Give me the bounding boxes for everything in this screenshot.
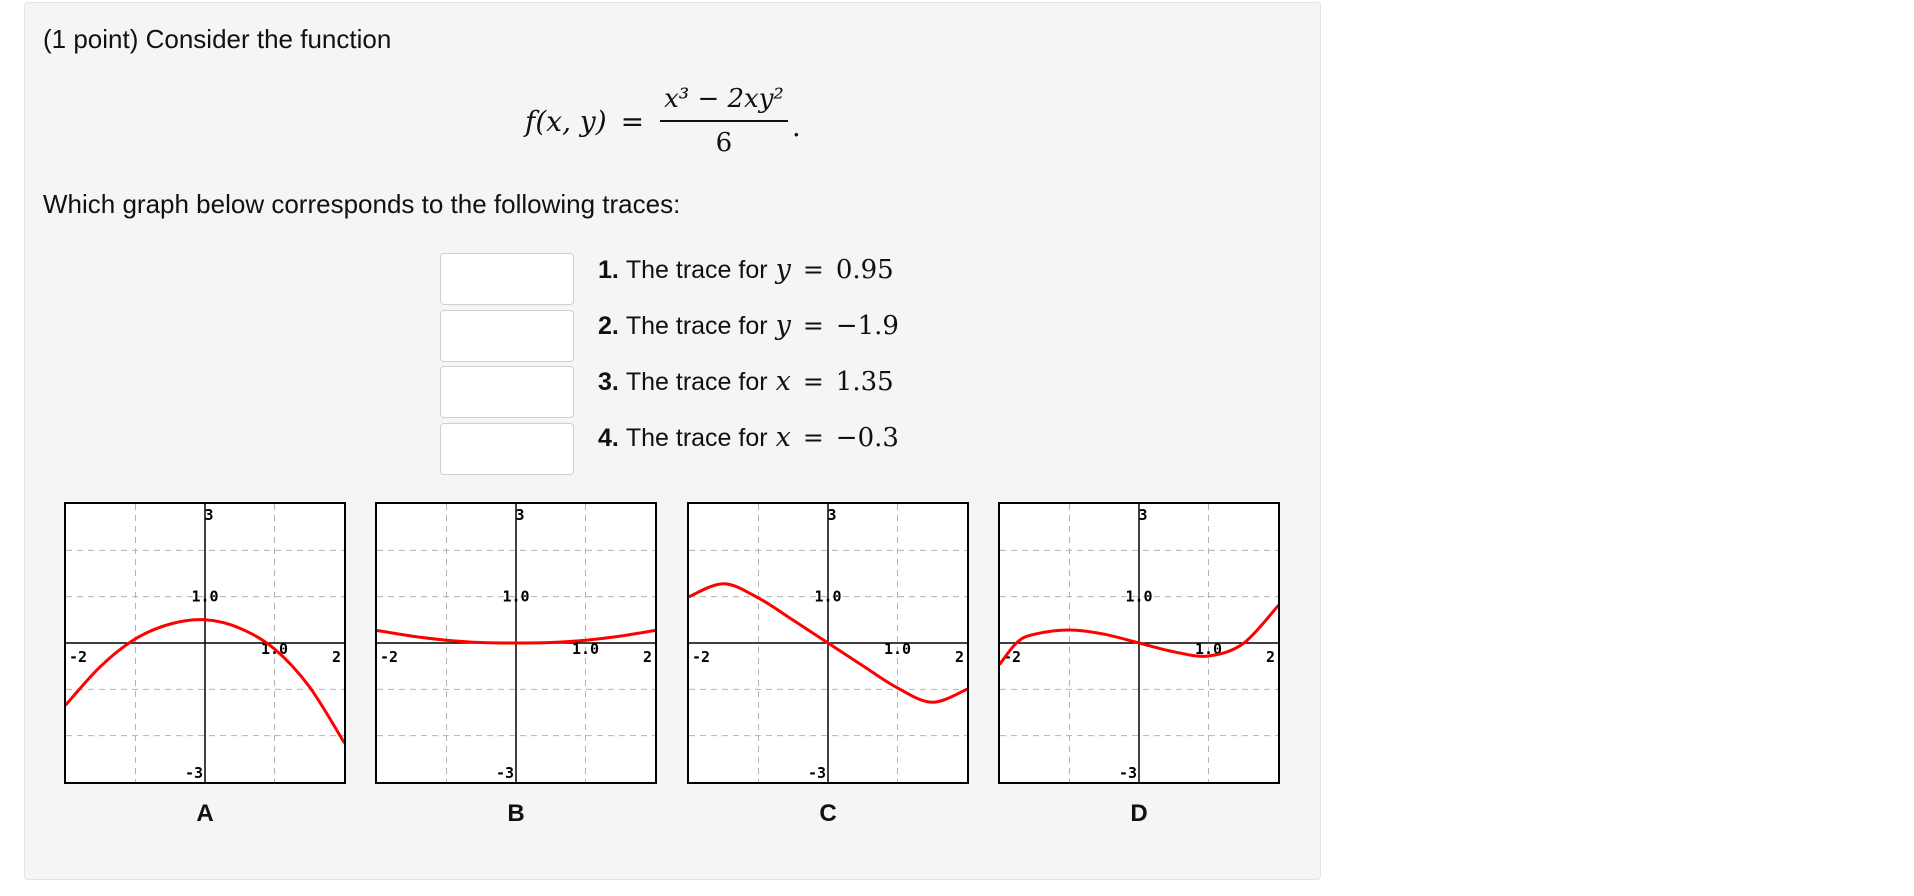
- graph-label-a: A: [196, 800, 214, 827]
- trace-text: The trace for: [625, 368, 768, 396]
- tick-label-y-max: 3: [515, 506, 525, 524]
- tick-label-x-max: 2: [954, 648, 964, 666]
- trace-value: 1.35: [835, 367, 894, 397]
- tick-label-y-min: -3: [807, 764, 826, 782]
- tick-label-x-min: -2: [1003, 648, 1022, 666]
- trace-variable: x: [775, 422, 791, 453]
- trace-equals: =: [802, 255, 824, 284]
- answer-input-1[interactable]: [440, 253, 574, 305]
- equals-sign: =: [620, 104, 645, 138]
- trace-item-1: [598, 254, 894, 285]
- trace-value: −0.3: [835, 423, 899, 453]
- graph-plot: [1000, 504, 1278, 782]
- fraction-denominator: 6: [715, 128, 733, 158]
- graph-b[interactable]: [375, 502, 657, 784]
- trace-variable: y: [775, 254, 791, 285]
- tick-label-y-min: -3: [184, 764, 203, 782]
- function-fraction: [660, 84, 788, 158]
- graph-label-d: D: [1130, 800, 1148, 827]
- graph-plot: [689, 504, 967, 782]
- function-lhs: f(x, y): [525, 104, 607, 138]
- tick-label-y-min: -3: [495, 764, 514, 782]
- tick-label-x-unit: 1.0: [571, 640, 600, 658]
- trace-number: 2.: [598, 312, 619, 340]
- problem-intro: (1 point) Consider the function: [43, 24, 392, 54]
- tick-label-x-max: 2: [1265, 648, 1275, 666]
- graph-a[interactable]: [64, 502, 346, 784]
- trace-text: The trace for: [625, 256, 768, 284]
- tick-label-x-max: 2: [331, 648, 341, 666]
- trace-value: 0.95: [835, 255, 894, 285]
- function-equation: [525, 76, 801, 166]
- trace-number: 1.: [598, 256, 619, 284]
- answer-input-3[interactable]: [440, 366, 574, 418]
- trace-equals: =: [802, 423, 824, 452]
- trace-number: 3.: [598, 368, 619, 396]
- tick-label-x-min: -2: [380, 648, 399, 666]
- tick-label-x-max: 2: [642, 648, 652, 666]
- trace-text: The trace for: [625, 312, 768, 340]
- graph-plot: [66, 504, 344, 782]
- tick-label-y-unit: 1.0: [1125, 587, 1153, 606]
- tick-label-y-unit: 1.0: [191, 587, 219, 606]
- tick-label-y-unit: 1.0: [814, 587, 842, 606]
- tick-label-x-unit: 1.0: [260, 640, 289, 658]
- trace-equals: =: [802, 311, 824, 340]
- tick-label-x-min: -2: [692, 648, 711, 666]
- graph-label-c: C: [819, 800, 837, 827]
- question-text: Which graph below corresponds to the following traces:: [43, 189, 681, 219]
- graph-label-b: B: [507, 800, 525, 827]
- trace-variable: y: [775, 310, 791, 341]
- tick-label-y-min: -3: [1118, 764, 1137, 782]
- graph-c[interactable]: [687, 502, 969, 784]
- tick-label-x-unit: 1.0: [1194, 640, 1223, 658]
- answer-input-2[interactable]: [440, 310, 574, 362]
- tick-label-x-min: -2: [69, 648, 88, 666]
- tick-label-y-max: 3: [1138, 506, 1148, 524]
- graph-d[interactable]: [998, 502, 1280, 784]
- tick-label-y-max: 3: [204, 506, 214, 524]
- fraction-numerator: x³ − 2xy²: [660, 84, 788, 122]
- trace-number: 4.: [598, 424, 619, 452]
- trace-text: The trace for: [625, 424, 768, 452]
- tick-label-y-unit: 1.0: [502, 587, 530, 606]
- trace-item-2: [598, 310, 899, 341]
- trace-variable: x: [775, 366, 791, 397]
- trace-value: −1.9: [835, 311, 899, 341]
- tick-label-x-unit: 1.0: [883, 640, 912, 658]
- trace-item-3: [598, 366, 894, 397]
- trace-equals: =: [802, 367, 824, 396]
- tick-label-y-max: 3: [827, 506, 837, 524]
- answer-input-4[interactable]: [440, 423, 574, 475]
- equation-period: .: [791, 109, 801, 143]
- trace-item-4: [598, 422, 899, 453]
- graph-plot: [377, 504, 655, 782]
